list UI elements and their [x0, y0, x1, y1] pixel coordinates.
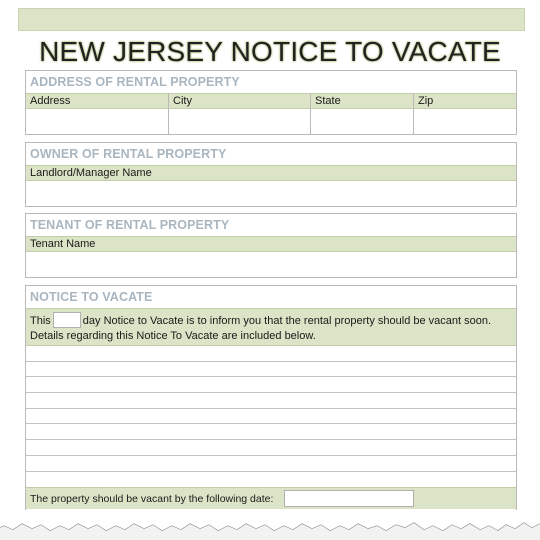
notice-text-suffix: day Notice to Vacate is to inform you that the rental property should be vacant soon. [82, 315, 492, 327]
address-label-row [26, 93, 516, 109]
notice-text-prefix: This [30, 315, 51, 327]
owner-section-heading: OWNER OF RENTAL PROPERTY [30, 147, 227, 161]
vacate-date-row [26, 487, 516, 509]
notice-section-heading: NOTICE TO VACATE [30, 290, 153, 304]
notice-text-line2: Details regarding this Notice To Vacate are included below. [30, 330, 316, 342]
landlord-name-label: Landlord/Manager Name [30, 167, 152, 179]
details-line[interactable] [26, 456, 516, 472]
notice-section [25, 285, 517, 512]
vacate-date-field[interactable] [284, 490, 414, 507]
top-banner-bar [18, 8, 525, 31]
state-field[interactable] [311, 109, 414, 134]
details-line[interactable] [26, 409, 516, 425]
address-section-heading: ADDRESS OF RENTAL PROPERTY [30, 75, 240, 89]
details-line[interactable] [26, 362, 516, 378]
tenant-name-field[interactable] [26, 252, 516, 277]
address-label: Address [26, 94, 169, 108]
notice-statement [26, 308, 516, 346]
tenant-name-label: Tenant Name [30, 238, 96, 250]
details-line[interactable] [26, 393, 516, 409]
city-field[interactable] [169, 109, 311, 134]
torn-paper-edge [0, 510, 540, 540]
owner-input-row [26, 181, 516, 206]
details-line[interactable] [26, 346, 516, 362]
details-line[interactable] [26, 424, 516, 440]
landlord-name-field[interactable] [26, 181, 516, 206]
owner-label-row [26, 165, 516, 181]
address-field[interactable] [26, 109, 169, 134]
address-input-row [26, 109, 516, 134]
tenant-label-row [26, 236, 516, 252]
state-label: State [311, 94, 414, 108]
tenant-input-row [26, 252, 516, 277]
vacate-date-label: The property should be vacant by the following date: [30, 493, 274, 506]
address-section [25, 70, 517, 135]
page-title: NEW JERSEY NOTICE TO VACATE [39, 36, 501, 67]
tenant-section-heading: TENANT OF RENTAL PROPERTY [30, 218, 230, 232]
details-line[interactable] [26, 472, 516, 488]
tenant-section [25, 213, 517, 278]
owner-section [25, 142, 517, 207]
details-lines[interactable] [26, 346, 516, 487]
details-line[interactable] [26, 440, 516, 456]
zip-field[interactable] [414, 109, 516, 134]
city-label: City [169, 94, 311, 108]
zip-label: Zip [418, 95, 434, 107]
days-input-box[interactable] [53, 312, 81, 328]
details-line[interactable] [26, 377, 516, 393]
